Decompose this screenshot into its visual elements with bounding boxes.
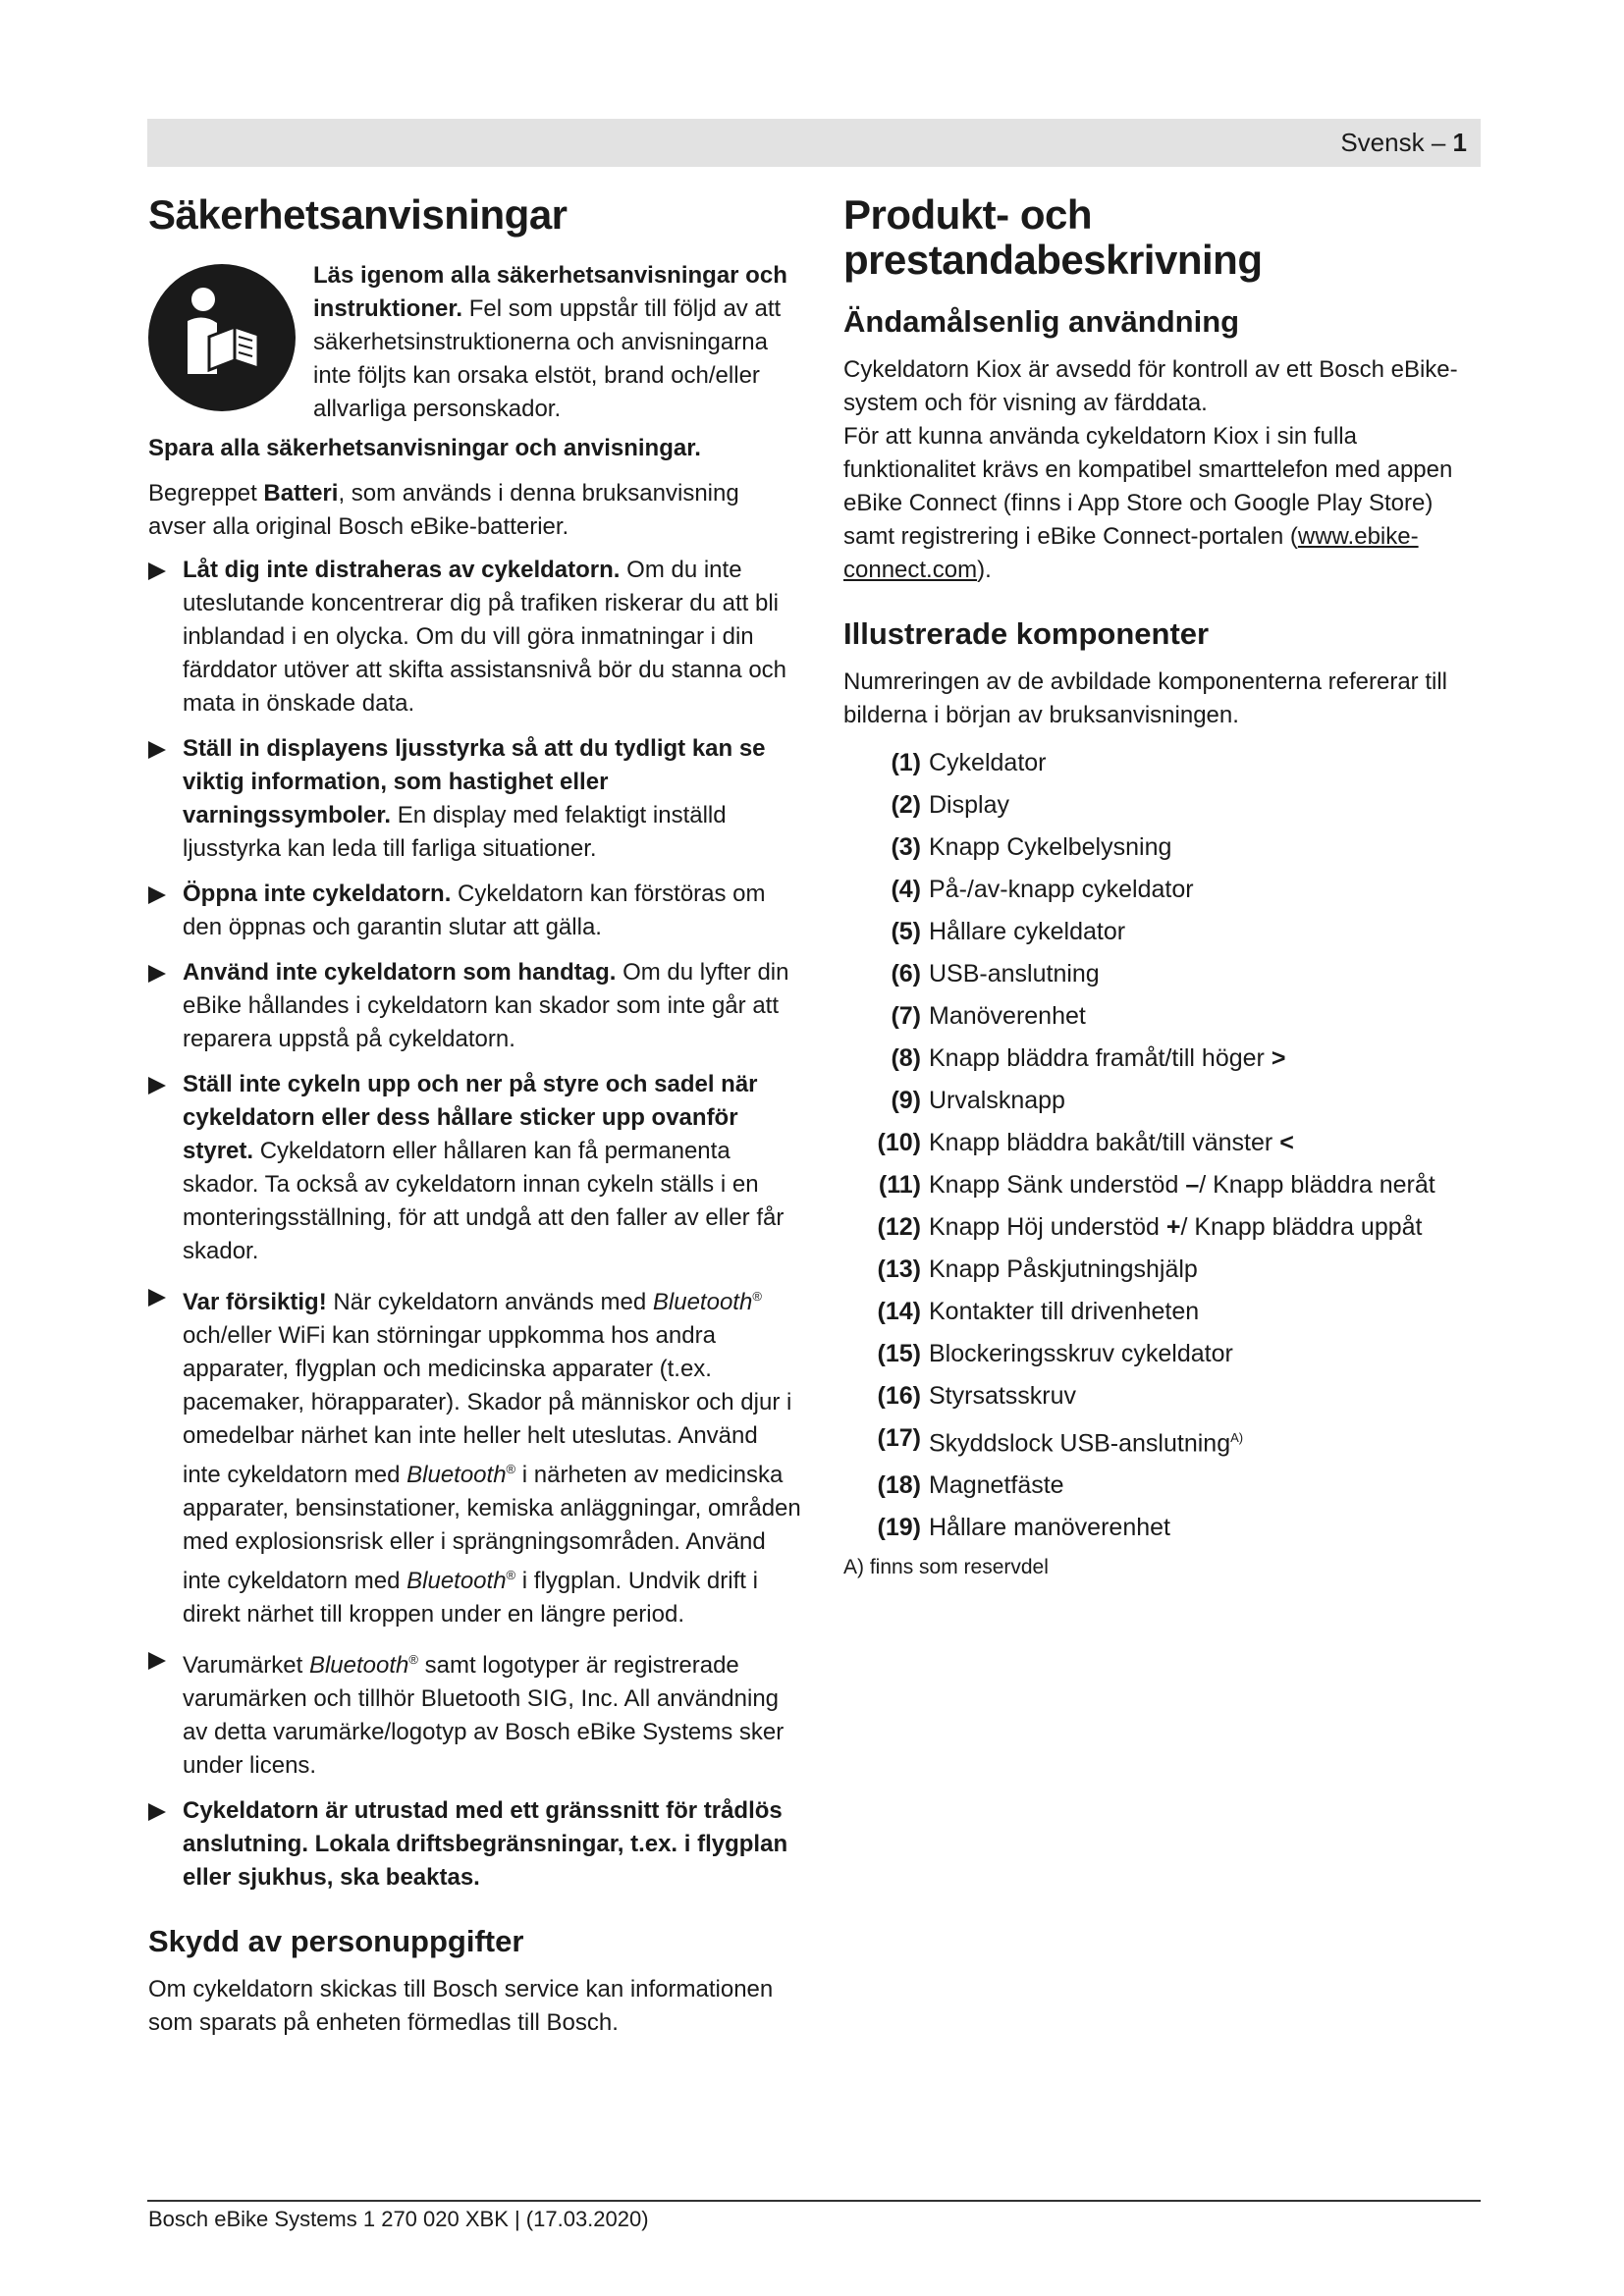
components-title: Illustrerade komponenter bbox=[843, 616, 1210, 652]
list-item: Använd inte cykeldatorn som handtag. Om du lyfter din eBike hållandes i cykeldatorn kan skador som inte går att reparera uppstå på cykeldatorn. bbox=[148, 956, 801, 1056]
list-item bbox=[843, 1421, 1482, 1460]
intended-use-p1: Cykeldatorn Kiox är avsedd för kontroll av ett Bosch eBike-system och för visning av färddata. bbox=[843, 356, 1458, 417]
list-item bbox=[843, 1379, 1482, 1413]
ebike-connect-link[interactable]: www.ebike-connect.com bbox=[843, 523, 1419, 584]
component-label: Knapp Sänk understöd –/ Knapp bläddra neråt bbox=[929, 1170, 1435, 1199]
component-number: (3) bbox=[891, 832, 921, 861]
footnote: A) finns som reservdel bbox=[843, 1555, 1049, 1578]
component-label: Knapp bläddra framåt/till höger > bbox=[929, 1043, 1286, 1072]
component-number: (16) bbox=[877, 1381, 921, 1410]
list-item bbox=[843, 1210, 1482, 1244]
bullet-triangle-icon bbox=[148, 1289, 166, 1307]
list-item bbox=[843, 1468, 1482, 1502]
component-label: Styrsatsskruv bbox=[929, 1381, 1077, 1410]
list-item bbox=[843, 1041, 1482, 1075]
right-column bbox=[843, 192, 1482, 1582]
component-number: (8) bbox=[891, 1043, 921, 1072]
component-number: (10) bbox=[877, 1128, 921, 1156]
component-number: (19) bbox=[877, 1513, 921, 1541]
list-item bbox=[843, 1126, 1482, 1159]
footer-divider bbox=[147, 2200, 1481, 2202]
list-item: Ställ in displayens ljusstyrka så att du tydligt kan se viktig information, som hastighet eller varningssymboler. En display med felaktigt inställd ljusstyrka kan leda till farliga situationer. bbox=[148, 732, 801, 866]
component-label: Urvalsknapp bbox=[929, 1086, 1065, 1114]
components-intro: Numreringen av de avbildade komponenterna refererar till bilderna i början av bruksanvisningen. bbox=[843, 667, 1447, 728]
component-number: (13) bbox=[877, 1255, 921, 1283]
component-number: (2) bbox=[891, 790, 921, 819]
component-number: (4) bbox=[891, 875, 921, 903]
component-label: Blockeringsskruv cykeldator bbox=[929, 1339, 1233, 1367]
bullet-triangle-icon bbox=[148, 886, 166, 904]
list-item bbox=[843, 999, 1482, 1033]
component-label: Knapp Cykelbelysning bbox=[929, 832, 1172, 861]
list-item: Öppna inte cykeldatorn. Cykeldatorn kan förstöras om den öppnas och garantin slutar att gälla. bbox=[148, 878, 801, 944]
component-label: Manöverenhet bbox=[929, 1001, 1086, 1030]
list-item: Låt dig inte distraheras av cykeldatorn. Om du inte uteslutande koncentrerar dig på trafiken riskerar du att bli inblandad i en olycka. Om du vill göra inmatningar i din färddator utöver att skifta assistansnivå bör du stanna och mata in önskade data. bbox=[148, 554, 801, 721]
component-number: (12) bbox=[877, 1212, 921, 1241]
component-label: Knapp Påskjutningshjälp bbox=[929, 1255, 1198, 1283]
component-label: Kontakter till drivenheten bbox=[929, 1297, 1200, 1325]
header-label: Svensk – 1 bbox=[1340, 128, 1467, 157]
component-label: Hållare cykeldator bbox=[929, 917, 1126, 945]
component-number: (15) bbox=[877, 1339, 921, 1367]
component-number: (17) bbox=[877, 1423, 921, 1452]
list-item bbox=[843, 873, 1482, 906]
list-item: Cykeldatorn är utrustad med ett gränssnitt för trådlös anslutning. Lokala driftsbegränsningar, t.ex. i flygplan eller sjukhus, ska beaktas. bbox=[148, 1794, 801, 1895]
battery-definition: Begreppet Batteri, som används i denna bruksanvisning avser alla original Bosch eBike-batterier. bbox=[148, 480, 739, 541]
component-number: (18) bbox=[877, 1470, 921, 1499]
component-number: (6) bbox=[891, 959, 921, 988]
intended-use-p2: För att kunna använda cykeldatorn Kiox i sin fulla funktionalitet krävs en kompatibel smarttelefon med appen eBike Connect (finns i App Store och Google Play Store) samt registrering i eBike Connect-portalen (www.ebike-connect.com). bbox=[843, 423, 1453, 584]
list-item: Varumärket Bluetooth® samt logotyper är registrerade varumärken och tillhör Bluetooth SIG, Inc. All användning av detta varumärke/logotyp av Bosch eBike Systems sker under licens. bbox=[148, 1643, 801, 1783]
component-number: (5) bbox=[891, 917, 921, 945]
list-item bbox=[843, 746, 1482, 779]
list-item: Var försiktig! När cykeldatorn används med Bluetooth® och/eller WiFi kan störningar uppkomma hos andra apparater, flygplan och medicinska apparater (t.ex. pacemaker, hörapparater). Skador på människor och djur i omedelbar närhet kan inte heller helt uteslutas. Använd inte cykeldatorn med Bluetooth® i närheten av medicinska apparater, bensinstationer, kemiska anläggningar, områden med explosionsrisk eller i sprängningsområden. Använd inte cykeldatorn med Bluetooth® i flygplan. Undvik drift i direkt närhet till kroppen under en längre period. bbox=[148, 1280, 801, 1631]
component-number: (14) bbox=[877, 1297, 921, 1325]
list-item bbox=[843, 788, 1482, 822]
component-number: (9) bbox=[891, 1086, 921, 1114]
component-label: Magnetfäste bbox=[929, 1470, 1064, 1499]
footer-text: Bosch eBike Systems 1 270 020 XBK | (17.03.2020) bbox=[148, 2207, 649, 2231]
component-label: USB-anslutning bbox=[929, 959, 1100, 988]
list-item bbox=[843, 1295, 1482, 1328]
component-label: Knapp bläddra bakåt/till vänster < bbox=[929, 1128, 1294, 1156]
components-list bbox=[843, 746, 1482, 1544]
component-number: (1) bbox=[891, 748, 921, 776]
bullet-triangle-icon bbox=[148, 1077, 166, 1095]
list-item bbox=[843, 1511, 1482, 1544]
page-number: 1 bbox=[1452, 128, 1467, 157]
component-label: Cykeldator bbox=[929, 748, 1047, 776]
list-item bbox=[843, 1168, 1482, 1201]
safety-bullets bbox=[148, 554, 801, 1895]
bullet-triangle-icon bbox=[148, 1652, 166, 1670]
privacy-title: Skydd av personuppgifter bbox=[148, 1924, 524, 1959]
left-column bbox=[148, 192, 801, 2040]
safety-title: Säkerhetsanvisningar bbox=[148, 191, 568, 238]
list-item: Ställ inte cykeln upp och ner på styre och sadel när cykeldatorn eller dess hållare sticker upp ovanför styret. Cykeldatorn eller hållaren kan få permanenta skador. Ta också av cykeldatorn innan cykeln ställs i en monteringsställning, för att undgå att den faller av eller får skador. bbox=[148, 1068, 801, 1268]
list-item bbox=[843, 1253, 1482, 1286]
privacy-text: Om cykeldatorn skickas till Bosch service kan informationen som sparats på enheten förmedlas till Bosch. bbox=[148, 1975, 774, 2036]
component-label: På-/av-knapp cykeldator bbox=[929, 875, 1194, 903]
product-title: Produkt- och prestandabeskrivning bbox=[843, 191, 1263, 284]
component-label: Display bbox=[929, 790, 1009, 819]
bullet-triangle-icon bbox=[148, 965, 166, 983]
component-number: (11) bbox=[878, 1170, 921, 1199]
read-manual-icon bbox=[148, 264, 296, 411]
component-number: (7) bbox=[891, 1001, 921, 1030]
list-item bbox=[843, 915, 1482, 948]
bullet-triangle-icon bbox=[148, 741, 166, 759]
page-header bbox=[147, 119, 1481, 167]
list-item bbox=[843, 957, 1482, 990]
intro-text: Läs igenom alla säkerhetsanvisningar och instruktioner. Fel som uppstår till följd av att säkerhetsinstruktionerna och anvisningarna inte följts kan orsaka elstöt, brand och/eller allvarliga personskador. bbox=[313, 262, 787, 423]
component-label: Hållare manöverenhet bbox=[929, 1513, 1170, 1541]
save-instructions: Spara alla säkerhetsanvisningar och anvisningar. bbox=[148, 435, 701, 462]
list-item bbox=[843, 830, 1482, 864]
bullet-triangle-icon bbox=[148, 562, 166, 580]
list-item bbox=[843, 1084, 1482, 1117]
bullet-triangle-icon bbox=[148, 1803, 166, 1821]
component-label: Knapp Höj understöd +/ Knapp bläddra uppåt bbox=[929, 1212, 1423, 1241]
component-label: Skyddslock USB-anslutning$^{A)}$ bbox=[929, 1428, 1244, 1457]
read-manual-notice bbox=[148, 259, 801, 426]
list-item bbox=[843, 1337, 1482, 1370]
intended-use-title: Ändamålsenlig användning bbox=[843, 304, 1240, 340]
